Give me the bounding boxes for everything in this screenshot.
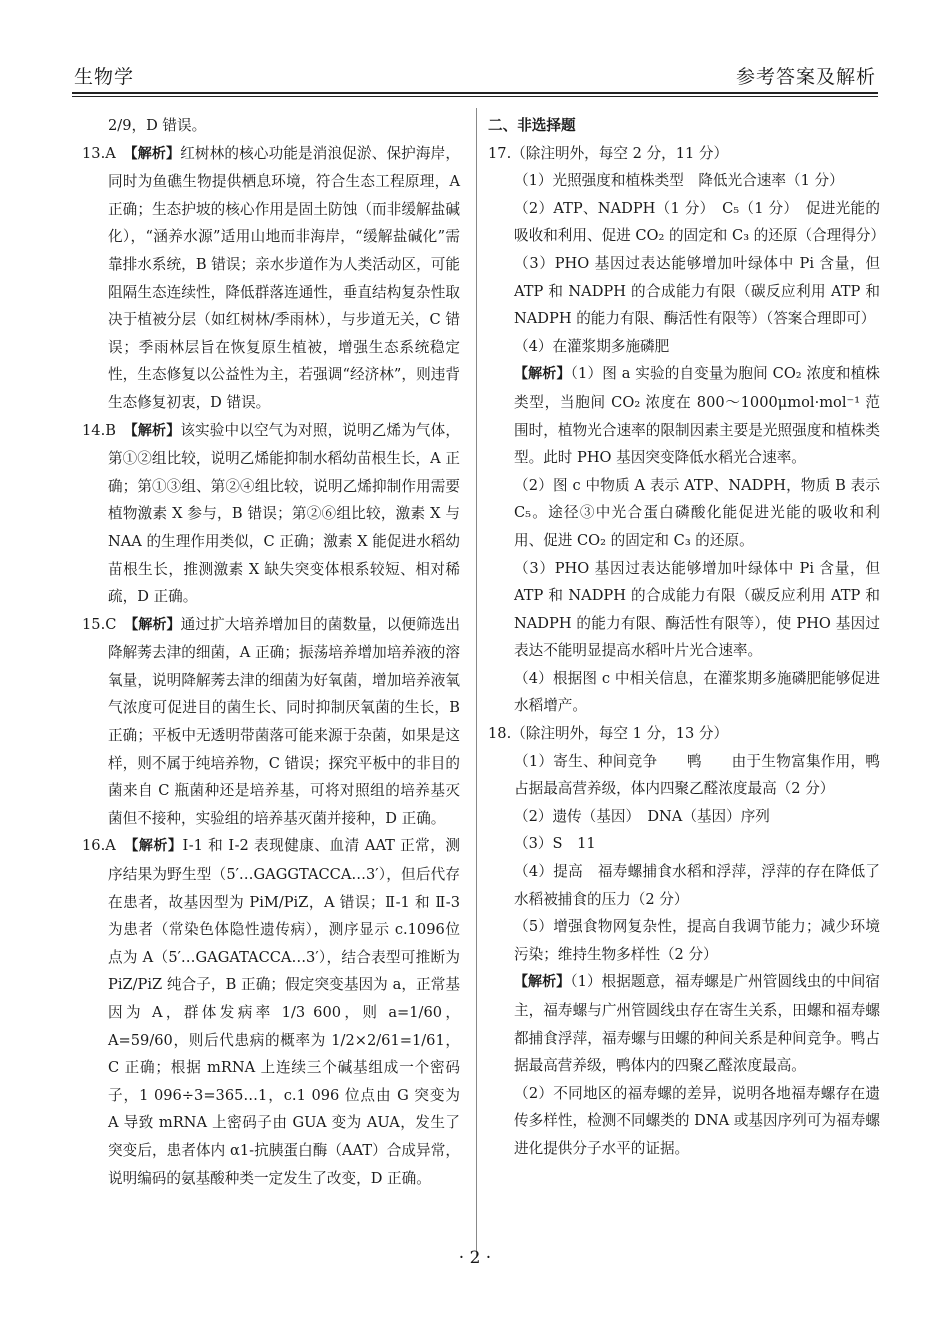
q18-answer-4: （4）提高 福寿螺捕食水稻和浮萍，浮萍的存在降低了水稻被捕食的压力（2 分） bbox=[514, 863, 880, 908]
analysis-text: （1）图 a 实验的自变量为胞间 CO₂ 浓度和植株类型，当胞间 CO₂ 浓度在 800～1000μmol·mol⁻¹ 范围时，植物光合速率的限制因素主要是光照强度和植株类型。此时 PHO 基因突变降低水稻光合速率。 bbox=[514, 365, 880, 467]
answer-14 bbox=[82, 417, 460, 611]
q18-analysis-1 bbox=[488, 968, 880, 1079]
header-title: 参考答案及解析 bbox=[735, 66, 876, 88]
answer-continuation: 2/9，D 错误。 bbox=[108, 117, 207, 134]
answer-text: 通过扩大培养增加目的菌数量，以便筛选出降解莠去津的细菌，A 正确；振荡培养增加培养液的溶氧量，说明降解莠去津的细菌为好氧菌，增加培养液氧气浓度可促进目的菌生长、同时抑制厌氧菌的生长，B 正确；平板中无透明带菌落可能来源于杂菌，如果是这样，则不属于纯培养物，C 错误；探究平板中的非目的菌来自 C 瓶菌种还是培养基，可将对照组的培养基灭菌但不接种，实验组的培养基灭菌并接种，D 正确。 bbox=[108, 615, 460, 827]
analysis-tag: 【解析】 bbox=[130, 422, 181, 439]
analysis-tag: 【解析】 bbox=[514, 974, 571, 991]
right-column bbox=[488, 112, 886, 1163]
header-rule bbox=[72, 92, 878, 94]
section-heading: 二、非选择题 bbox=[488, 117, 576, 134]
q18-analysis-2: （2）不同地区的福寿螺的差异，说明各地福寿螺存在遗传多样性，检测不同螺类的 DNA 或基因序列可为福寿螺进化提供分子水平的证据。 bbox=[514, 1084, 880, 1157]
q17-answer-3: （3）PHO 基因过表达能够增加叶绿体中 Pi 含量，但 ATP 和 NADPH 的合成能力有限（碳反应利用 ATP 和 NADPH 的能力有限、酶活性有限等）（答案合理即可） bbox=[514, 254, 880, 328]
analysis-tag: 【解析】 bbox=[131, 838, 183, 855]
q18-answer-5: （5）增强食物网复杂性，提高自我调节能力；减少环境污染；维持生物多样性（2 分） bbox=[514, 918, 880, 963]
analysis-tag: 【解析】 bbox=[131, 616, 181, 633]
q18-answer-2: （2）遗传（基因） DNA（基因）序列 bbox=[514, 807, 770, 825]
q17-answer-4: （4）在灌浆期多施磷肥 bbox=[514, 337, 670, 355]
q17-answer-2: （2）ATP、NADPH（1 分） C₅（1 分） 促进光能的吸收和利用、促进 CO₂ 的固定和 C₃ 的还原（合理得分） bbox=[514, 199, 886, 245]
subject-label: 生物学 bbox=[74, 66, 135, 88]
q17-analysis-2: （2）图 c 中物质 A 表示 ATP、NADPH，物质 B 表示 C₅。途径③中光合蛋白磷酸化能促进光能的吸收和利用、促进 CO₂ 的固定和 C₃ 的还原。 bbox=[514, 476, 880, 549]
answer-number: 16.A bbox=[82, 837, 116, 855]
answer-text: 红树林的核心功能是消浪促淤、保护海岸，同时为鱼礁生物提供栖息环境，符合生态工程原理，A 正确；生态护坡的核心作用是固土防蚀（而非缓解盐碱化），“涵养水源”适用山地而非海岸，“缓解盐碱化”需靠排水系统，B 错误；亲水步道作为人类活动区，可能阻隔生态连续性，降低群落连通性，垂直结构复杂性取决于植被分层（如红树林/季雨林），与步道无关，C 错误；季雨林层旨在恢复原生植被，增强生态系统稳定性，生态修复以公益性为主，若强调“经济林”，则违背生态修复初衷，D 错误。 bbox=[108, 144, 460, 411]
answer-number: 14.B bbox=[82, 421, 116, 439]
analysis-text: （1）根据题意，福寿螺是广州管圆线虫的中间宿主，福寿螺与广州管圆线虫存在寄生关系，田螺和福寿螺都捕食浮萍，福寿螺与田螺的种间关系是种间竞争。鸭占据最高营养级，鸭体内的四聚乙醛浓度最高。 bbox=[514, 973, 880, 1075]
q17-answer-1: （1）光照强度和植株类型 降低光合速率（1 分） bbox=[514, 172, 844, 190]
answer-15 bbox=[82, 611, 460, 833]
page-number: · 2 · bbox=[458, 1248, 492, 1268]
answer-number: 15.C bbox=[82, 615, 117, 633]
analysis-tag: 【解析】 bbox=[130, 145, 181, 162]
q17-analysis-4: （4）根据图 c 中相关信息，在灌浆期多施磷肥能够促进水稻增产。 bbox=[514, 669, 880, 715]
q18-answer-3: （3）S 11 bbox=[514, 835, 596, 853]
q18-answer-1: （1）寄生、种间竞争 鸭 由于生物富集作用，鸭占据最高营养级，体内四聚乙醛浓度最高（2 分） bbox=[514, 752, 880, 798]
answer-text: 该实验中以空气为对照，说明乙烯为气体，第①②组比较，说明乙烯能抑制水稻幼苗根生长，A 正确；第①③组、第②④组比较，说明乙烯抑制作用需要植物激素 X 参与，B 错误；第②⑥组比较，激素 X 与 NAA 的生理作用类似，C 正确；激素 X 能促进水稻幼苗根生长，推测激素 X 缺失突变体根系较短、相对稀疏，D 正确。 bbox=[108, 421, 460, 606]
header-rule-thin bbox=[72, 96, 878, 97]
column-divider bbox=[476, 108, 477, 1258]
answer-number: 13.A bbox=[82, 144, 116, 162]
q17-analysis-1 bbox=[488, 360, 880, 471]
left-column bbox=[82, 112, 460, 1192]
answer-13 bbox=[82, 140, 460, 417]
question-18-header: 18.（除注明外，每空 1 分，13 分） bbox=[488, 725, 729, 743]
question-17-header: 17.（除注明外，每空 2 分，11 分） bbox=[488, 144, 729, 162]
q17-analysis-3: （3）PHO 基因过表达能够增加叶绿体中 Pi 含量，但 ATP 和 NADPH 的合成能力有限（碳反应利用 ATP 和 NADPH 的能力有限、酶活性有限等），使 PHO 基因过表达不能明显提高水稻叶片光合速率。 bbox=[514, 559, 880, 660]
answer-text: Ⅰ-1 和 Ⅰ-2 表现健康、血清 AAT 正常，测序结果为野生型（5′…GAGGTACCA…3′），但后代存在患者，故基因型为 PiM/PiZ，A 错误；Ⅱ-1 和 Ⅱ-3 为患者（常染色体隐性遗传病），测序显示 c.1096位点为 A（5′…GAGATACCA…3′），结合表型可推断为 PiZ/PiZ 纯合子，B 正确；假定突变基因为 a，正常基因为 A，群体发病率 1/3 600，则 a=1/60，A=59/60，则后代患病的概率为 1/2×2/61=1/61，C 正确；根据 mRNA 上连续三个碱基组成一个密码子，1 096÷3=365…1，c.1 096 位点由 G 突变为 A 导致 mRNA 上密码子由 GUA 变为 AUA，发生了突变后，患者体内 α1-抗胰蛋白酶（AAT）合成异常，说明编码的氨基酸种类一定发生了改变，D 正确。 bbox=[108, 837, 460, 1187]
answer-16 bbox=[82, 832, 460, 1192]
analysis-tag: 【解析】 bbox=[514, 366, 571, 383]
page-header bbox=[72, 58, 878, 94]
